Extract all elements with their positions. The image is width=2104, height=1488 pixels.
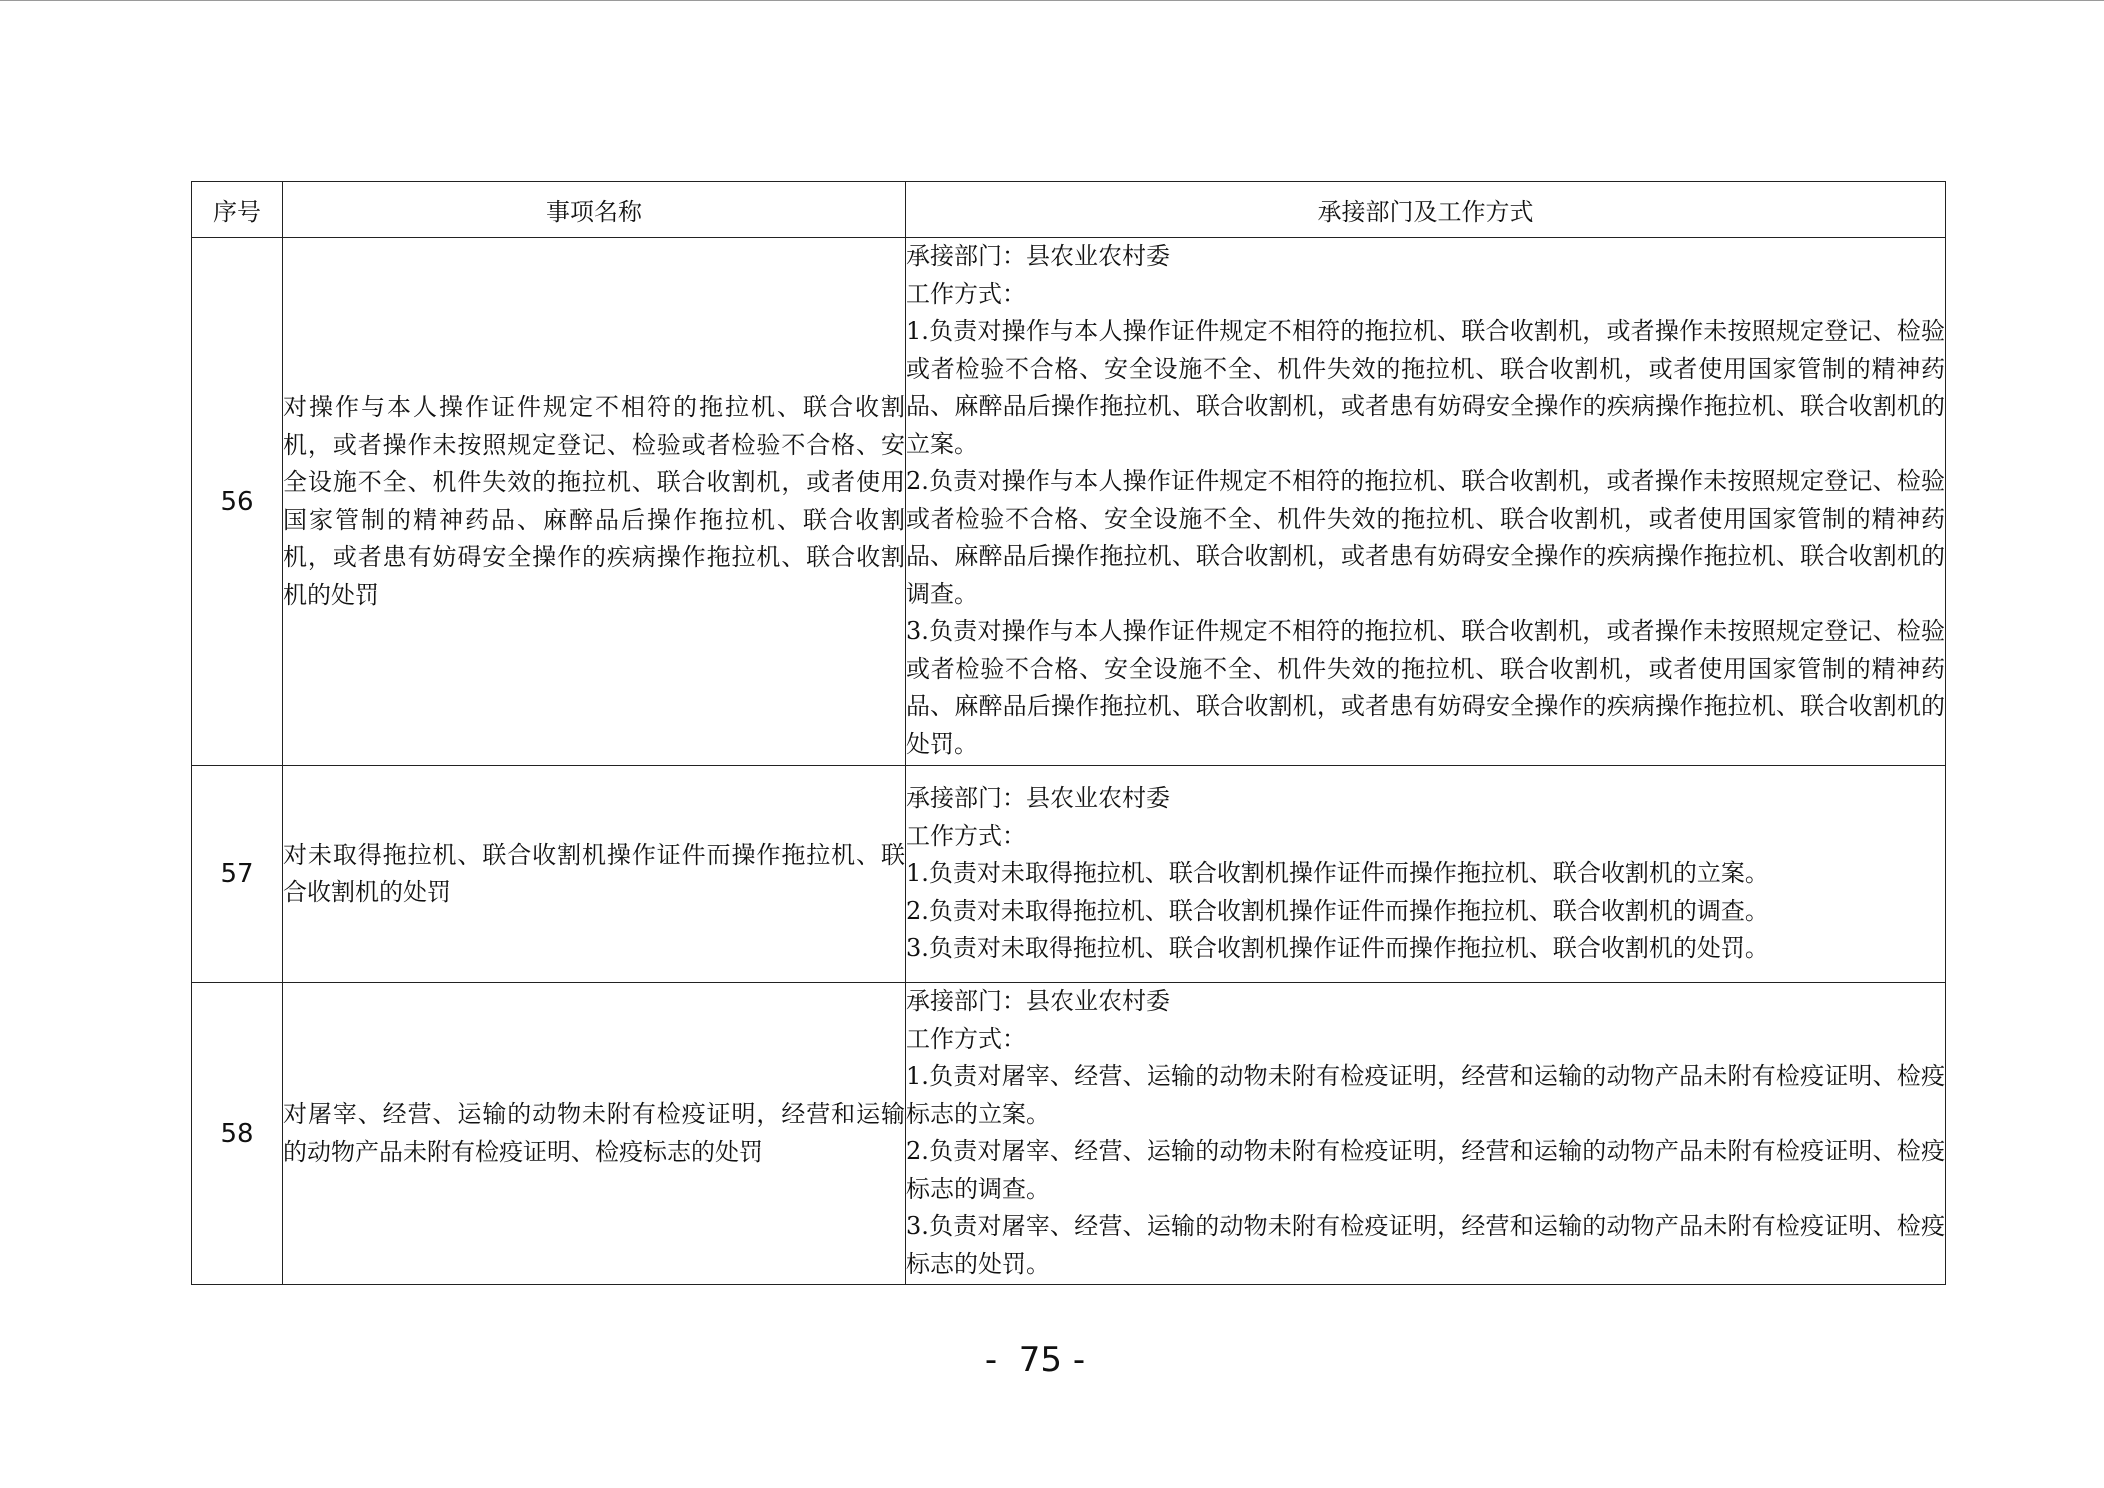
row-step-2: 2.负责对操作与本人操作证件规定不相符的拖拉机、联合收割机，或者操作未按照规定登记、检验或者检验不合格、安全设施不全、机件失效的拖拉机、联合收割机，或者使用国家管制的精神药品、麻醉品后操作拖拉机、联合收割机，或者患有妨碍安全操作的疾病操作拖拉机、联合收割机的调查。 <box>906 467 1945 608</box>
row-department: 承接部门：县农业农村委 <box>906 987 1170 1015</box>
header-item-name: 事项名称 <box>283 182 906 238</box>
row-department-method <box>906 766 1946 983</box>
table-row <box>192 238 1946 766</box>
row-step-3: 3.负责对未取得拖拉机、联合收割机操作证件而操作拖拉机、联合收割机的处罚。 <box>906 934 1769 962</box>
row-department-method <box>906 238 1946 766</box>
row-step-1: 1.负责对操作与本人操作证件规定不相符的拖拉机、联合收割机，或者操作未按照规定登记、检验或者检验不合格、安全设施不全、机件失效的拖拉机、联合收割机，或者使用国家管制的精神药品、麻醉品后操作拖拉机、联合收割机，或者患有妨碍安全操作的疾病操作拖拉机、联合收割机的立案。 <box>906 317 1945 458</box>
row-seq: 56 <box>192 238 283 766</box>
row-method-label: 工作方式： <box>906 1024 1026 1053</box>
row-step-2: 2.负责对屠宰、经营、运输的动物未附有检疫证明，经营和运输的动物产品未附有检疫证明、检疫标志的调查。 <box>906 1137 1945 1203</box>
row-step-1: 1.负责对屠宰、经营、运输的动物未附有检疫证明，经营和运输的动物产品未附有检疫证明、检疫标志的立案。 <box>906 1062 1945 1128</box>
row-step-3: 3.负责对操作与本人操作证件规定不相符的拖拉机、联合收割机，或者操作未按照规定登记、检验或者检验不合格、安全设施不全、机件失效的拖拉机、联合收割机，或者使用国家管制的精神药品、麻醉品后操作拖拉机、联合收割机，或者患有妨碍安全操作的疾病操作拖拉机、联合收割机的处罚。 <box>906 617 1945 758</box>
items-table <box>191 181 1946 1285</box>
page-number: - 75 - <box>984 1340 1086 1380</box>
row-department: 承接部门：县农业农村委 <box>906 784 1170 812</box>
row-step-1: 1.负责对未取得拖拉机、联合收割机操作证件而操作拖拉机、联合收割机的立案。 <box>906 859 1769 887</box>
table-row <box>192 766 1946 983</box>
row-item-name: 对操作与本人操作证件规定不相符的拖拉机、联合收割机，或者操作未按照规定登记、检验或者检验不合格、安全设施不全、机件失效的拖拉机、联合收割机，或者使用国家管制的精神药品、麻醉品后操作拖拉机、联合收割机，或者患有妨碍安全操作的疾病操作拖拉机、联合收割机的处罚 <box>283 238 906 766</box>
row-seq: 58 <box>192 983 283 1285</box>
row-seq: 57 <box>192 766 283 983</box>
page-top-rule <box>0 0 2104 1</box>
table-header-row <box>192 182 1946 238</box>
header-seq: 序号 <box>192 182 283 238</box>
row-department: 承接部门：县农业农村委 <box>906 242 1170 270</box>
row-step-2: 2.负责对未取得拖拉机、联合收割机操作证件而操作拖拉机、联合收割机的调查。 <box>906 896 1769 925</box>
row-method-label: 工作方式： <box>906 279 1026 308</box>
row-department-method <box>906 983 1946 1285</box>
row-step-3: 3.负责对屠宰、经营、运输的动物未附有检疫证明，经营和运输的动物产品未附有检疫证明、检疫标志的处罚。 <box>906 1212 1945 1278</box>
row-item-name: 对屠宰、经营、运输的动物未附有检疫证明，经营和运输的动物产品未附有检疫证明、检疫标志的处罚 <box>283 983 906 1285</box>
row-item-name: 对未取得拖拉机、联合收割机操作证件而操作拖拉机、联合收割机的处罚 <box>283 766 906 983</box>
row-method-label: 工作方式： <box>906 821 1026 850</box>
header-department-method: 承接部门及工作方式 <box>906 182 1946 238</box>
table-row <box>192 983 1946 1285</box>
